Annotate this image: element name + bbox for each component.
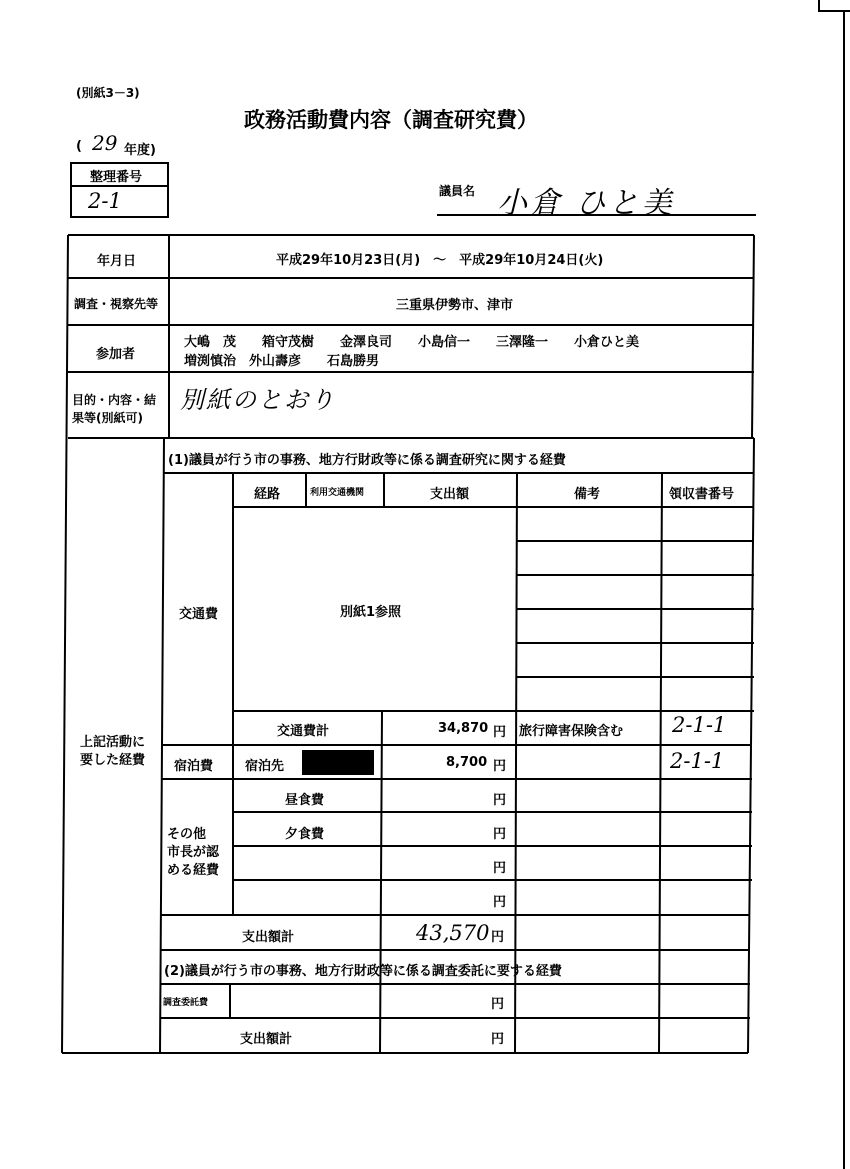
place-label: 調査・視察先等 — [74, 297, 159, 311]
purpose-label-1: 目的・内容・結 — [72, 393, 157, 407]
lodging-yen: 円 — [493, 759, 507, 774]
col-mode: 利用交通機関 — [310, 488, 365, 498]
ref-label: 整理番号 — [90, 170, 143, 185]
total-yen: 円 — [491, 930, 505, 945]
transport-total-yen: 円 — [493, 725, 507, 740]
dinner-yen: 円 — [493, 827, 507, 842]
transport-total-label: 交通費計 — [277, 724, 330, 739]
year-suffix: 年度) — [124, 143, 156, 158]
transport-total-note: 旅行障害保険含む — [519, 724, 624, 739]
other-label-3: める経費 — [167, 863, 220, 878]
commission-label: 調査委託費 — [163, 998, 209, 1008]
participants-line1: 大嶋 茂 箱守茂樹 金澤良司 小島信一 三澤隆一 小倉ひと美 — [184, 335, 640, 350]
redacted-lodging-place — [302, 750, 374, 775]
page-title: 政務活動費内容（調査研究費） — [244, 108, 538, 132]
dinner-label: 夕食費 — [285, 827, 325, 842]
member-label: 議員名 — [439, 184, 476, 198]
col-amount: 支出額 — [430, 487, 470, 502]
total2-label: 支出額計 — [240, 1032, 293, 1047]
expenses-side-label-1: 上記活動に — [80, 735, 146, 750]
expenses-side-label-2: 要した経費 — [80, 753, 146, 768]
other-yen-4: 円 — [493, 895, 507, 910]
member-name: 小倉 ひと美 — [497, 186, 675, 221]
see-attachment: 別紙1参照 — [340, 605, 402, 620]
lodging-receipt: 2-1-1 — [670, 749, 725, 773]
year-value: 29 — [92, 131, 118, 155]
other-yen-3: 円 — [493, 861, 507, 876]
section1-title: (1)議員が行う市の事務、地方行財政等に係る調査研究に関する経費 — [168, 453, 566, 468]
lodging-label: 宿泊費 — [174, 759, 214, 774]
transport-total-value: 34,870 — [438, 721, 489, 736]
other-label-2: 市長が認 — [167, 845, 220, 860]
date-label: 年月日 — [97, 254, 137, 269]
transport-label: 交通費 — [179, 607, 219, 622]
lunch-yen: 円 — [493, 793, 507, 808]
participants-label: 参加者 — [96, 347, 136, 362]
col-route: 経路 — [254, 487, 281, 502]
participants-line2: 増渕慎治 外山壽彦 石島勝男 — [184, 354, 380, 369]
total-label: 支出額計 — [242, 930, 295, 945]
date-value: 平成29年10月23日(月) ～ 平成29年10月24日(火) — [276, 253, 604, 268]
total2-yen: 円 — [491, 1032, 505, 1047]
lodging-value: 8,700 — [446, 755, 488, 770]
lodging-place-label: 宿泊先 — [245, 759, 285, 774]
purpose-value: 別紙のとおり — [180, 386, 336, 414]
ref-value: 2-1 — [88, 189, 122, 213]
attachment-label: (別紙3－3) — [76, 86, 140, 100]
commission-yen: 円 — [491, 997, 505, 1012]
lunch-label: 昼食費 — [285, 793, 325, 808]
total-value: 43,570 — [416, 921, 490, 945]
transport-total-receipt: 2-1-1 — [672, 713, 727, 737]
section2-title: (2)議員が行う市の事務、地方行財政等に係る調査委託に要する経費 — [164, 964, 562, 979]
year-open: ( — [76, 139, 82, 154]
purpose-label-2: 果等(別紙可) — [72, 411, 143, 425]
place-value: 三重県伊勢市、津市 — [396, 298, 514, 313]
other-label-1: その他 — [167, 827, 207, 842]
col-notes: 備考 — [574, 487, 601, 502]
col-receipt: 領収書番号 — [669, 487, 735, 502]
